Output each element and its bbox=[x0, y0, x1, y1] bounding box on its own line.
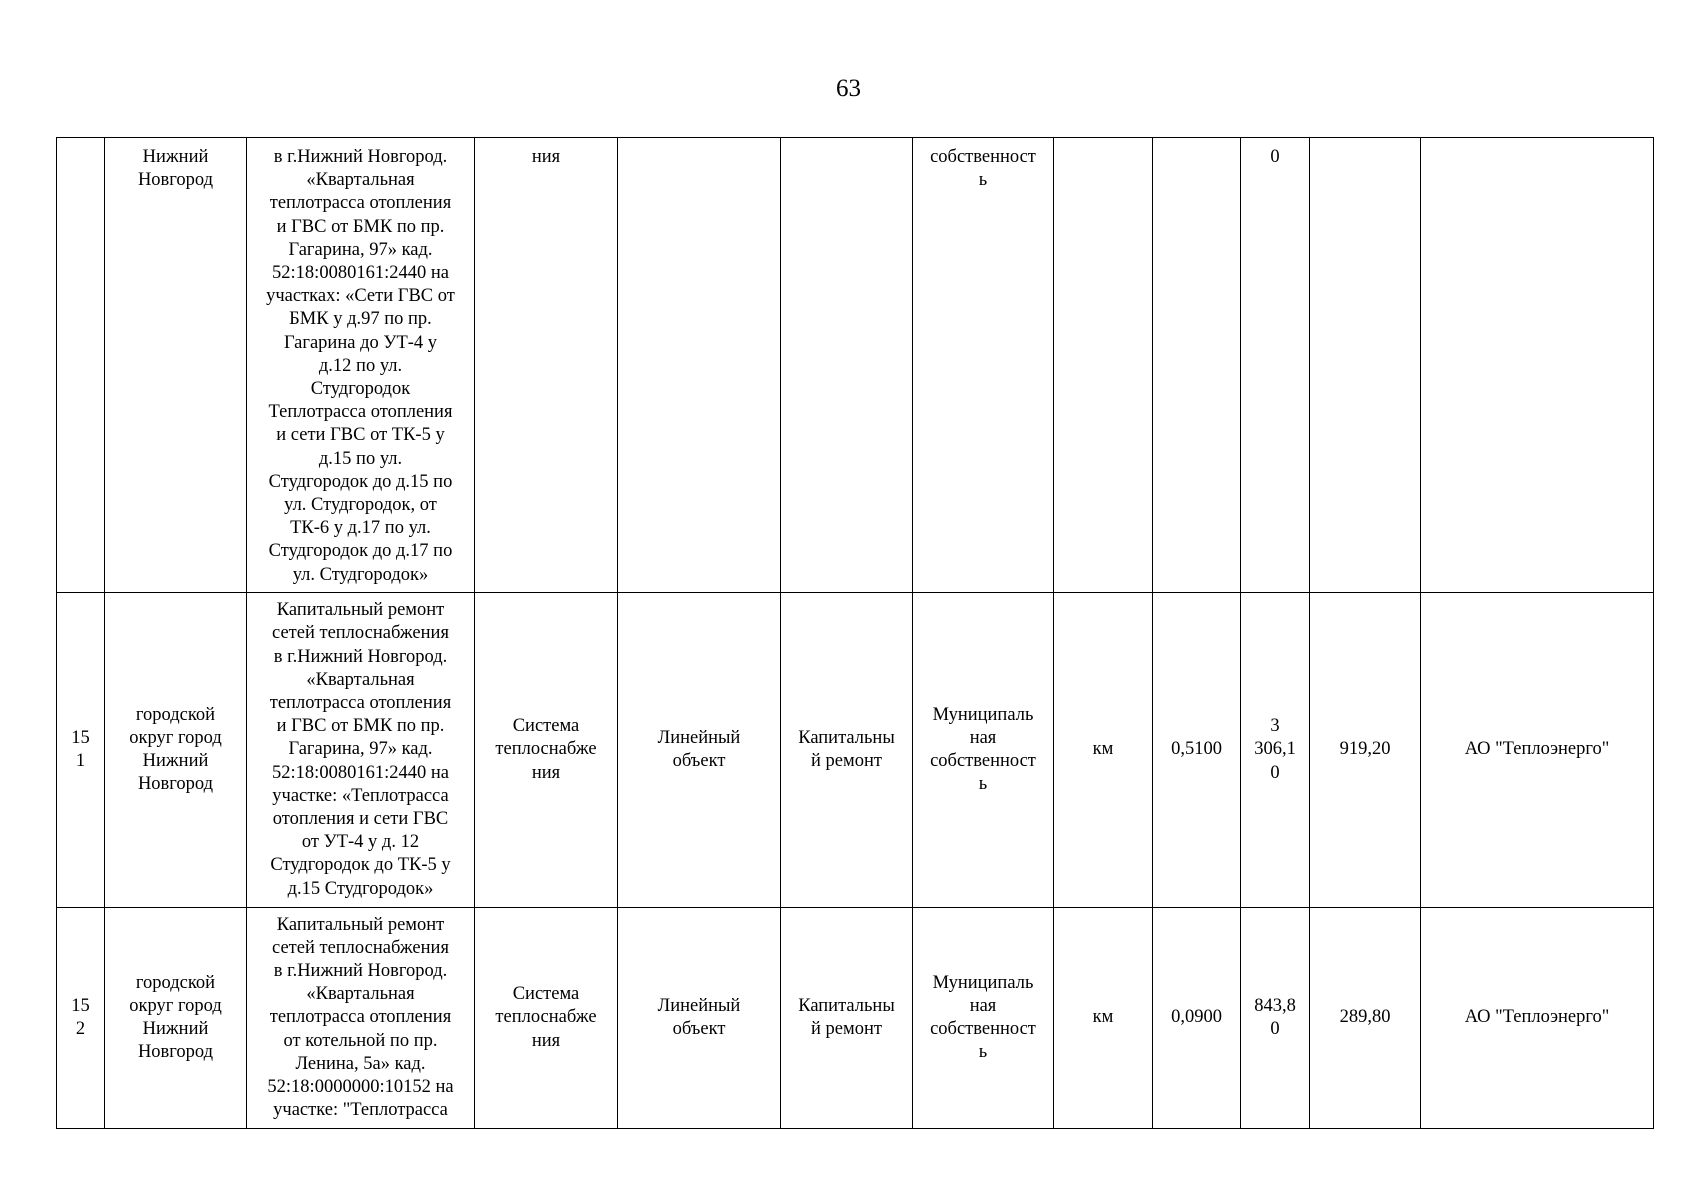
cell-text-line: объект bbox=[672, 751, 726, 771]
cell-text-line: сетей теплоснабжения bbox=[272, 937, 449, 958]
cell-text-line: Линейный bbox=[657, 727, 741, 748]
cell-text-line: Новгород bbox=[137, 1042, 214, 1063]
cell-text-line: ь bbox=[978, 1042, 988, 1063]
cell-text-line: 2 bbox=[75, 1019, 86, 1039]
cell-text-line: Теплотрасса отопления bbox=[268, 402, 453, 423]
cell-text-line: АО "Теплоэнерго" bbox=[1464, 739, 1610, 760]
cell-text-line: собственност bbox=[930, 1019, 1036, 1039]
cell-text-line: ния bbox=[531, 1030, 561, 1051]
cell-text-line: Нижний bbox=[142, 147, 209, 167]
cell-text-line: Линейный bbox=[657, 995, 741, 1016]
cell-text-line: Студгородок до д.17 по bbox=[268, 541, 453, 562]
work-type-cell bbox=[781, 138, 913, 593]
cell-text-line: ная bbox=[969, 995, 997, 1016]
cell-text-line: объект bbox=[672, 1019, 726, 1039]
unit-cell bbox=[1054, 593, 1153, 908]
cell-text-line: 52:18:0080161:2440 на bbox=[272, 263, 449, 284]
cell-text-line: «Квартальная bbox=[306, 984, 415, 1005]
municipality-cell bbox=[105, 138, 247, 593]
organization-cell bbox=[1421, 908, 1654, 1129]
description-cell bbox=[247, 908, 475, 1129]
cell-text-line: Система bbox=[512, 984, 580, 1005]
cell-text-line: 52:18:0000000:10152 на bbox=[267, 1077, 454, 1097]
object-type-cell bbox=[618, 138, 781, 593]
cell-text-line: 0 bbox=[1270, 762, 1280, 783]
cell-text-line: Муниципаль bbox=[932, 972, 1034, 993]
system-cell bbox=[475, 908, 618, 1129]
cost-total-cell bbox=[1241, 908, 1310, 1129]
object-type-cell bbox=[618, 908, 781, 1129]
cell-text-line: отопления и сети ГВС bbox=[272, 809, 449, 829]
table-row bbox=[57, 138, 1654, 593]
cost-year-cell bbox=[1310, 908, 1421, 1129]
cell-text-line: км bbox=[1092, 739, 1114, 760]
cell-text-line: 0 bbox=[1270, 1019, 1280, 1039]
row-number-cell bbox=[57, 593, 105, 908]
cell-text-line: 919,20 bbox=[1339, 739, 1391, 760]
unit-cell bbox=[1054, 138, 1153, 593]
cell-text-line: в г.Нижний Новгород. bbox=[273, 960, 448, 981]
row-number-cell bbox=[57, 908, 105, 1129]
cell-text-line: Капитальны bbox=[798, 727, 895, 748]
cell-text-line: д.15 по ул. bbox=[318, 448, 403, 469]
cell-text-line: ния bbox=[531, 147, 561, 167]
cell-text-line: БМК у д.97 по пр. bbox=[289, 309, 432, 330]
ownership-cell bbox=[913, 593, 1054, 908]
cell-text-line: Капитальный ремонт bbox=[276, 914, 445, 935]
cell-text-line: от котельной по пр. bbox=[283, 1030, 438, 1051]
length-cell bbox=[1153, 908, 1241, 1129]
cell-text-line: 3 bbox=[1270, 716, 1280, 737]
cell-text-line: «Квартальная bbox=[306, 170, 415, 191]
cell-text-line: 15 bbox=[71, 727, 90, 748]
description-cell bbox=[247, 593, 475, 908]
municipality-cell bbox=[105, 908, 247, 1129]
cell-text-line: 15 bbox=[71, 995, 90, 1016]
cell-text-line: АО "Теплоэнерго" bbox=[1464, 1007, 1610, 1028]
cell-text-line: 0,5100 bbox=[1171, 739, 1222, 760]
cell-text-line: собственност bbox=[930, 147, 1036, 167]
cell-text-line: 0 bbox=[1270, 147, 1280, 167]
cell-text-line: км bbox=[1092, 1007, 1114, 1028]
cell-text-line: ул. Студгородок» bbox=[292, 564, 429, 585]
table-row bbox=[57, 908, 1654, 1129]
cell-text-line: Студгородок до ТК-5 у bbox=[270, 855, 451, 876]
system-cell bbox=[475, 138, 618, 593]
cell-text-line: ь bbox=[978, 774, 988, 795]
cell-text-line: ь bbox=[978, 170, 988, 191]
table-row bbox=[57, 593, 1654, 908]
cell-text-line: ТК-6 у д.17 по ул. bbox=[290, 518, 431, 539]
cell-text-line: 52:18:0080161:2440 на bbox=[272, 762, 449, 783]
cell-text-line: теплотрасса отопления bbox=[269, 1007, 452, 1028]
cell-text-line: й ремонт bbox=[811, 751, 882, 771]
cell-text-line: 843,8 bbox=[1254, 995, 1296, 1016]
works-table bbox=[56, 137, 1654, 1129]
cell-text-line: теплотрасса отопления bbox=[269, 692, 452, 713]
cell-text-line: в г.Нижний Новгород. bbox=[273, 646, 448, 667]
system-cell bbox=[475, 593, 618, 908]
cell-text-line: Капитальны bbox=[798, 995, 895, 1016]
cell-text-line: Студгородок до д.15 по bbox=[268, 471, 453, 492]
organization-cell bbox=[1421, 593, 1654, 908]
cell-text-line: Ленина, 5а» кад. bbox=[295, 1053, 426, 1074]
cell-text-line: и сети ГВС от ТК-5 у bbox=[276, 425, 445, 446]
cell-text-line: Нижний bbox=[142, 1019, 209, 1039]
cell-text-line: Нижний bbox=[142, 751, 209, 771]
cell-text-line: Гагарина, 97» кад. bbox=[288, 239, 433, 260]
cell-text-line: Капитальный ремонт bbox=[276, 600, 445, 621]
cell-text-line: округ город bbox=[129, 727, 222, 748]
work-type-cell bbox=[781, 593, 913, 908]
work-type-cell bbox=[781, 908, 913, 1129]
cell-text-line: Новгород bbox=[137, 774, 214, 795]
cell-text-line: 289,80 bbox=[1339, 1007, 1391, 1028]
cell-text-line: ул. Студгородок, от bbox=[284, 495, 437, 516]
cost-total-cell bbox=[1241, 138, 1310, 593]
cell-text-line: теплотрасса отопления bbox=[269, 193, 452, 214]
cost-year-cell bbox=[1310, 138, 1421, 593]
cell-text-line: «Квартальная bbox=[306, 669, 415, 690]
cell-text-line: Гагарина, 97» кад. bbox=[288, 739, 433, 760]
municipality-cell bbox=[105, 593, 247, 908]
organization-cell bbox=[1421, 138, 1654, 593]
length-cell bbox=[1153, 593, 1241, 908]
cell-text-line: Система bbox=[512, 716, 580, 737]
cell-text-line: 0,0900 bbox=[1171, 1007, 1222, 1028]
cell-text-line: д.15 Студгородок» bbox=[287, 878, 434, 899]
cell-text-line: 1 bbox=[75, 751, 86, 771]
description-cell bbox=[247, 138, 475, 593]
cost-year-cell bbox=[1310, 593, 1421, 908]
cell-text-line: собственност bbox=[930, 751, 1036, 771]
cell-text-line: Новгород bbox=[137, 170, 214, 191]
row-number-cell bbox=[57, 138, 105, 593]
cell-text-line: округ город bbox=[129, 995, 222, 1016]
unit-cell bbox=[1054, 908, 1153, 1129]
ownership-cell bbox=[913, 138, 1054, 593]
cell-text-line: участке: «Теплотрасса bbox=[272, 785, 449, 806]
cell-text-line: Гагарина до УТ-4 у bbox=[283, 332, 438, 353]
cell-text-line: городской bbox=[135, 704, 216, 725]
cell-text-line: д.12 по ул. bbox=[318, 355, 403, 376]
object-type-cell bbox=[618, 593, 781, 908]
cell-text-line: 306,1 bbox=[1254, 739, 1296, 760]
ownership-cell bbox=[913, 908, 1054, 1129]
cell-text-line: сетей теплоснабжения bbox=[272, 623, 449, 644]
cell-text-line: ния bbox=[531, 762, 561, 783]
cell-text-line: в г.Нижний Новгород. bbox=[273, 147, 448, 167]
cell-text-line: участке: "Теплотрасса bbox=[273, 1100, 448, 1121]
cell-text-line: теплоснабже bbox=[495, 1007, 597, 1028]
cell-text-line: и ГВС от БМК по пр. bbox=[276, 716, 445, 737]
cell-text-line: и ГВС от БМК по пр. bbox=[276, 216, 445, 237]
cell-text-line: от УТ-4 у д. 12 bbox=[301, 832, 420, 853]
cell-text-line: теплоснабже bbox=[495, 739, 597, 760]
cell-text-line: городской bbox=[135, 972, 216, 993]
cell-text-line: Студгородок bbox=[310, 379, 411, 400]
cost-total-cell bbox=[1241, 593, 1310, 908]
cell-text-line: Муниципаль bbox=[932, 704, 1034, 725]
page-number: 63 bbox=[836, 75, 861, 102]
cell-text-line: ная bbox=[969, 727, 997, 748]
cell-text-line: участках: «Сети ГВС от bbox=[266, 286, 455, 307]
length-cell bbox=[1153, 138, 1241, 593]
cell-text-line: й ремонт bbox=[811, 1019, 882, 1039]
